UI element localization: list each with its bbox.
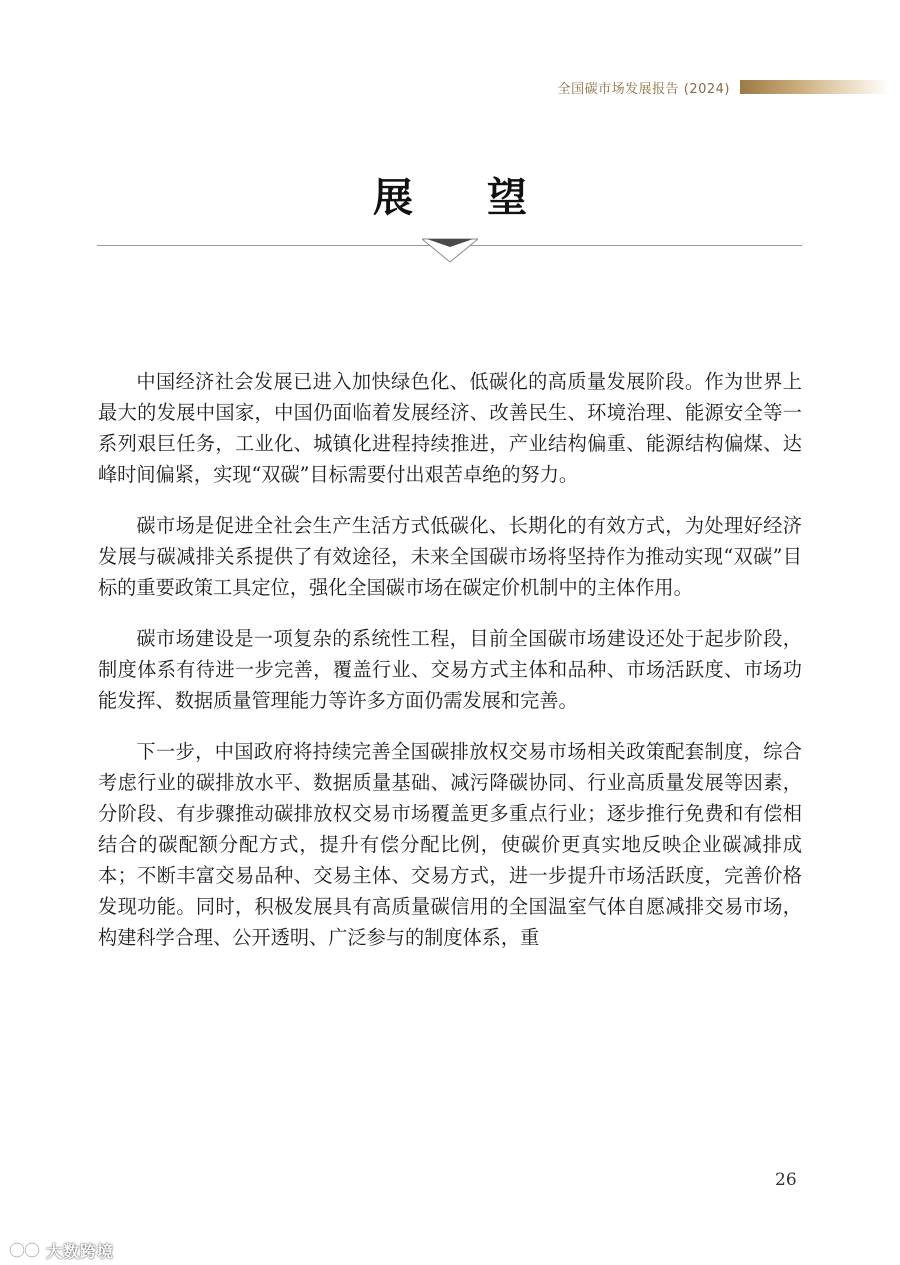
body-text — [98, 366, 802, 973]
watermark-text: 大数跨境 — [46, 1241, 115, 1261]
watermark-logo-icon — [8, 1239, 42, 1261]
paragraph-4: 下一步，中国政府将持续完善全国碳排放权交易市场相关政策配套制度，综合考虑行业的碳排放水平、数据质量基础、减污降碳协同、行业高质量发展等因素，分阶段、有步骤推动碳排放权交易市场覆盖更多重点行业；逐步推行免费和有偿相结合的碳配额分配方式，提升有偿分配比例，使碳价更真实地反映企业碳减排成本；不断丰富交易品种、交易主体、交易方式，进一步提升市场活跃度，完善价格发现功能。同时，积极发展具有高质量碳信用的全国温室气体自愿减排交易市场，构建科学合理、公开透明、广泛参与的制度体系，重 — [98, 740, 802, 949]
divider-triangle-icon — [422, 238, 478, 264]
paragraph-2: 碳市场是促进全社会生产生活方式低碳化、长期化的有效方式，为处理好经济发展与碳减排关系提供了有效途径，未来全国碳市场将坚持作为推动实现“双碳”目标的重要政策工具定位，强化全国碳市场在碳定价机制中的主体作用。 — [98, 514, 802, 599]
watermark — [8, 1238, 114, 1262]
running-header — [0, 76, 900, 100]
paragraph-1: 中国经济社会发展已进入加快绿色化、低碳化的高质量发展阶段。作为世界上最大的发展中国家，中国仍面临着发展经济、改善民生、环境治理、能源安全等一系列艰巨任务，工业化、城镇化进程持续推进，产业结构偏重、能源结构偏煤、达峰时间偏紧，实现“双碳”目标需要付出艰苦卓绝的努力。 — [98, 370, 802, 486]
paragraph-3: 碳市场建设是一项复杂的系统性工程，目前全国碳市场建设还处于起步阶段，制度体系有待进一步完善，覆盖行业、交易方式主体和品种、市场活跃度、市场功能发挥、数据质量管理能力等许多方面仍需发展和完善。 — [98, 627, 802, 712]
page-title: 展 望 — [373, 175, 557, 221]
report-title: 全国碳市场发展报告 (2024) — [557, 82, 730, 97]
header-accent-bar — [740, 80, 890, 94]
page-number: 26 — [775, 1170, 797, 1190]
